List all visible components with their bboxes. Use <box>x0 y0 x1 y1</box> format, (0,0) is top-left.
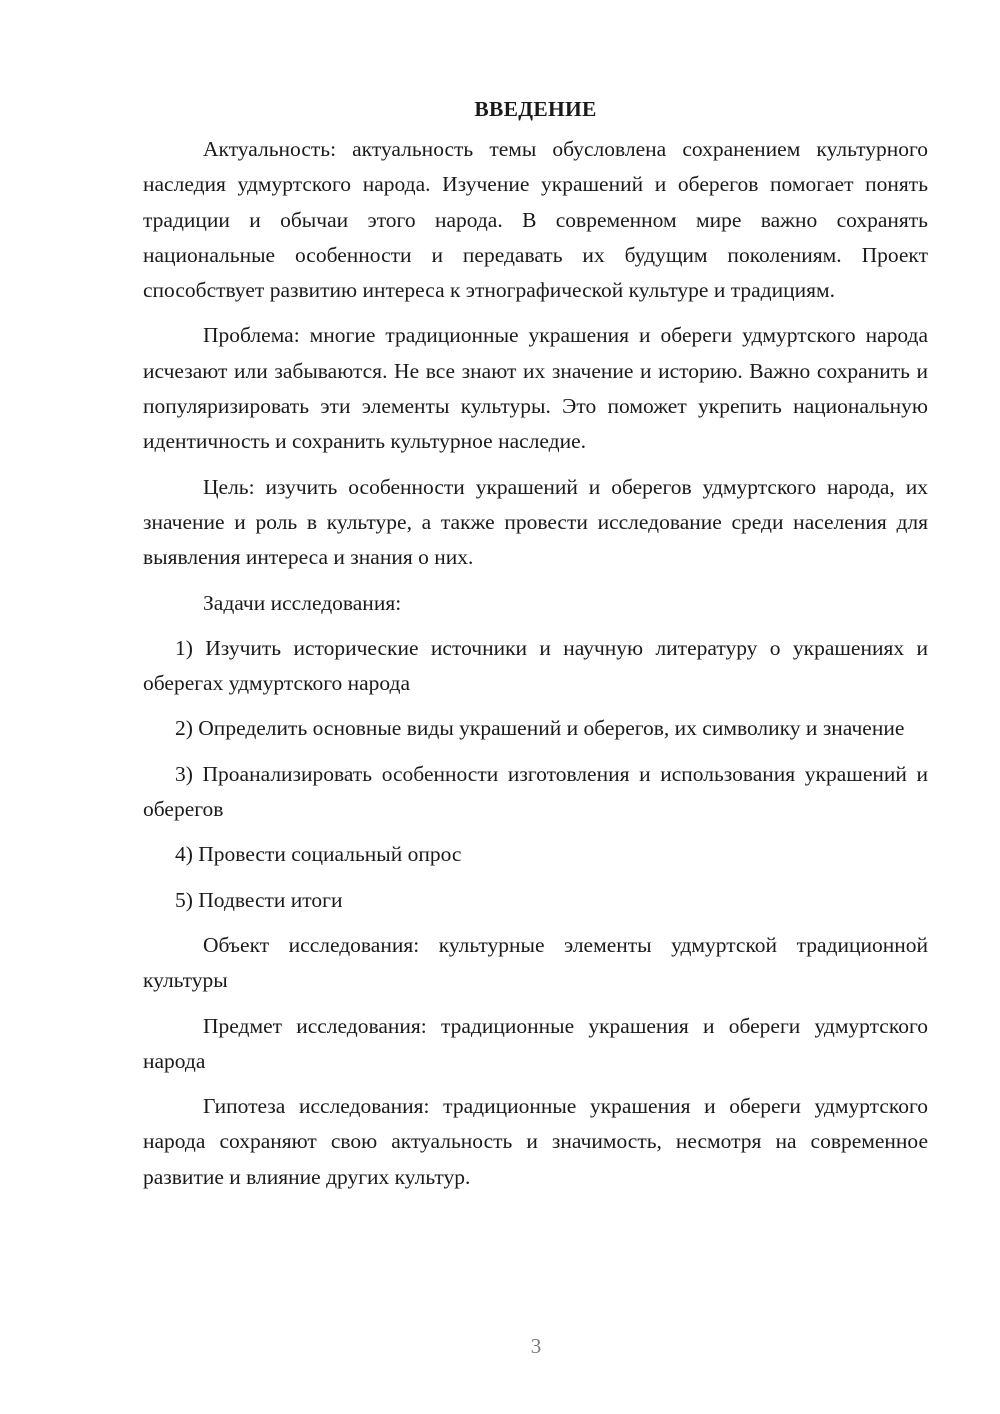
problem-paragraph: Проблема: многие традиционные украшения и обереги удмуртского народа исчезают или забываются. Не все знают их значение и историю. Важно сохранить и популяризировать эти элементы культуры. Это поможет укрепить национальную идентичность и сохранить культурное наследие. <box>143 323 928 454</box>
page-title: ВВЕДЕНИЕ <box>474 97 597 121</box>
hypothesis-paragraph: Гипотеза исследования: традиционные украшения и обереги удмуртского народа сохраняют свою актуальность и значимость, несмотря на современное развитие и влияние других культур. <box>143 1094 928 1189</box>
document-page <box>143 92 928 1205</box>
task-item-4: 4) Провести социальный опрос <box>175 842 462 867</box>
task-item-1: 1) Изучить исторические источники и научную литературу о украшениях и оберегах удмуртского народа <box>143 635 928 696</box>
task-item-5: 5) Подвести итоги <box>175 887 343 912</box>
page-number: 3 <box>530 1334 542 1358</box>
task-item-3: 3) Проанализировать особенности изготовления и использования украшений и оберегов <box>143 761 928 822</box>
goal-paragraph: Цель: изучить особенности украшений и оберегов удмуртского народа, их значение и роль в культуре, а также провести исследование среди населения для выявления интереса и знания о них. <box>143 474 928 570</box>
object-paragraph: Объект исследования: культурные элементы удмуртской традиционной культуры <box>143 932 928 993</box>
task-item-2: 2) Определить основные виды украшений и оберегов, их символику и значение <box>175 716 905 741</box>
subject-paragraph: Предмет исследования: традиционные украшения и обереги удмуртского народа <box>143 1013 928 1073</box>
relevance-paragraph: Актуальность: актуальность темы обусловлена сохранением культурного наследия удмуртского народа. Изучение украшений и оберегов помогает понять традиции и обычаи этого народа. В современном мире важно сохранять национальные особенности и передавать их будущим поколениям. Проект способствует развитию интереса к этнографической культуре и традициям. <box>143 137 928 303</box>
tasks-heading: Задачи исследования: <box>203 590 402 615</box>
